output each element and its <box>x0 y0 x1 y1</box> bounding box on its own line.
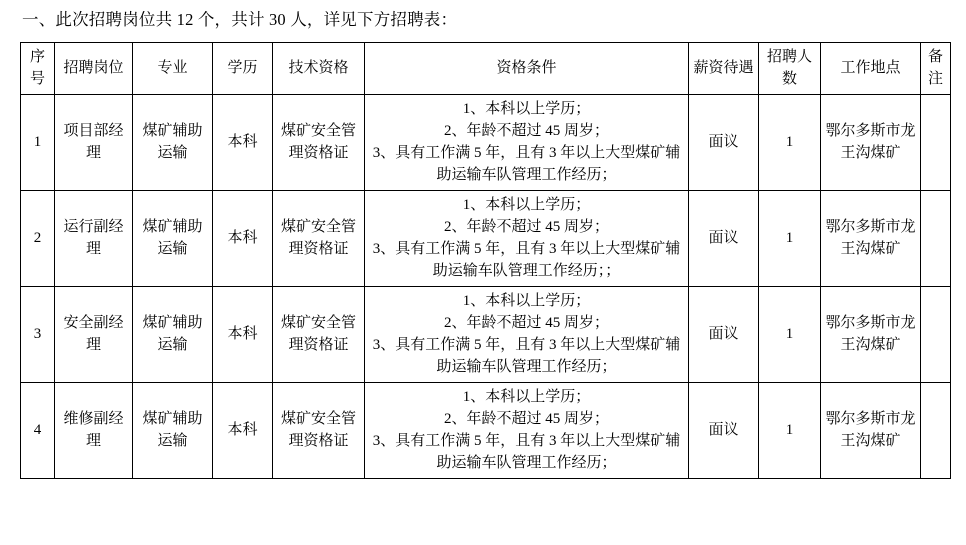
cell-count: 1 <box>759 383 821 479</box>
cell-requirements <box>365 191 689 287</box>
header-requirements: 资格条件 <box>365 42 689 95</box>
cell-location: 鄂尔多斯市龙王沟煤矿 <box>821 383 921 479</box>
requirement-line: 1、本科以上学历； <box>462 101 591 118</box>
header-education: 学历 <box>213 42 273 95</box>
cell-requirements <box>365 383 689 479</box>
cell-education: 本科 <box>213 287 273 383</box>
cell-index: 4 <box>21 383 55 479</box>
cell-salary: 面议 <box>689 383 759 479</box>
intro-paragraph: 一、此次招聘岗位共 12 个，共计 30 人，详见下方招聘表： <box>22 10 458 29</box>
requirement-line: 1、本科以上学历； <box>462 197 591 214</box>
cell-index: 3 <box>21 287 55 383</box>
cell-education: 本科 <box>213 95 273 191</box>
cell-education: 本科 <box>213 383 273 479</box>
cell-certificate: 煤矿安全管理资格证 <box>273 95 365 191</box>
cell-certificate: 煤矿安全管理资格证 <box>273 191 365 287</box>
cell-post: 项目部经理 <box>55 95 133 191</box>
cell-remark <box>921 287 951 383</box>
requirement-line: 2、年龄不超过 45 周岁； <box>443 315 609 332</box>
header-post: 招聘岗位 <box>55 42 133 95</box>
cell-count: 1 <box>759 95 821 191</box>
table-header-row <box>21 42 951 95</box>
cell-salary: 面议 <box>689 287 759 383</box>
cell-salary: 面议 <box>689 95 759 191</box>
cell-requirements <box>365 95 689 191</box>
requirement-line: 3、具有工作满 5 年，且有 3 年以上大型煤矿辅助运输车队管理工作经历； <box>372 432 681 471</box>
header-major: 专业 <box>133 42 213 95</box>
requirement-line: 1、本科以上学历； <box>462 389 591 406</box>
cell-certificate: 煤矿安全管理资格证 <box>273 383 365 479</box>
cell-remark <box>921 95 951 191</box>
requirement-line: 3、具有工作满 5 年，且有 3 年以上大型煤矿辅助运输车队管理工作经历；； <box>372 240 681 279</box>
table-row <box>21 95 951 191</box>
cell-location: 鄂尔多斯市龙王沟煤矿 <box>821 191 921 287</box>
cell-count: 1 <box>759 191 821 287</box>
cell-major: 煤矿辅助运输 <box>133 287 213 383</box>
requirement-line: 2、年龄不超过 45 周岁； <box>443 123 609 140</box>
requirement-line: 3、具有工作满 5 年，且有 3 年以上大型煤矿辅助运输车队管理工作经历； <box>372 336 681 375</box>
table-row <box>21 191 951 287</box>
requirement-line: 3、具有工作满 5 年，且有 3 年以上大型煤矿辅助运输车队管理工作经历； <box>372 144 681 183</box>
header-certificate: 技术资格 <box>273 42 365 95</box>
cell-post: 安全副经理 <box>55 287 133 383</box>
requirement-line: 2、年龄不超过 45 周岁； <box>443 411 609 428</box>
cell-education: 本科 <box>213 191 273 287</box>
cell-index: 2 <box>21 191 55 287</box>
cell-major: 煤矿辅助运输 <box>133 383 213 479</box>
requirement-line: 2、年龄不超过 45 周岁； <box>443 219 609 236</box>
cell-certificate: 煤矿安全管理资格证 <box>273 287 365 383</box>
cell-location: 鄂尔多斯市龙王沟煤矿 <box>821 95 921 191</box>
table-row <box>21 383 951 479</box>
cell-salary: 面议 <box>689 191 759 287</box>
cell-post: 维修副经理 <box>55 383 133 479</box>
cell-remark <box>921 191 951 287</box>
recruitment-table <box>20 42 951 480</box>
table-row <box>21 287 951 383</box>
header-index: 序号 <box>21 42 55 95</box>
header-count: 招聘人数 <box>759 42 821 95</box>
cell-location: 鄂尔多斯市龙王沟煤矿 <box>821 287 921 383</box>
cell-count: 1 <box>759 287 821 383</box>
cell-remark <box>921 383 951 479</box>
header-salary: 薪资待遇 <box>689 42 759 95</box>
cell-post: 运行副经理 <box>55 191 133 287</box>
cell-requirements <box>365 287 689 383</box>
requirement-line: 1、本科以上学历； <box>462 293 591 310</box>
cell-major: 煤矿辅助运输 <box>133 95 213 191</box>
cell-major: 煤矿辅助运输 <box>133 191 213 287</box>
header-location: 工作地点 <box>821 42 921 95</box>
header-remark: 备注 <box>921 42 951 95</box>
cell-index: 1 <box>21 95 55 191</box>
